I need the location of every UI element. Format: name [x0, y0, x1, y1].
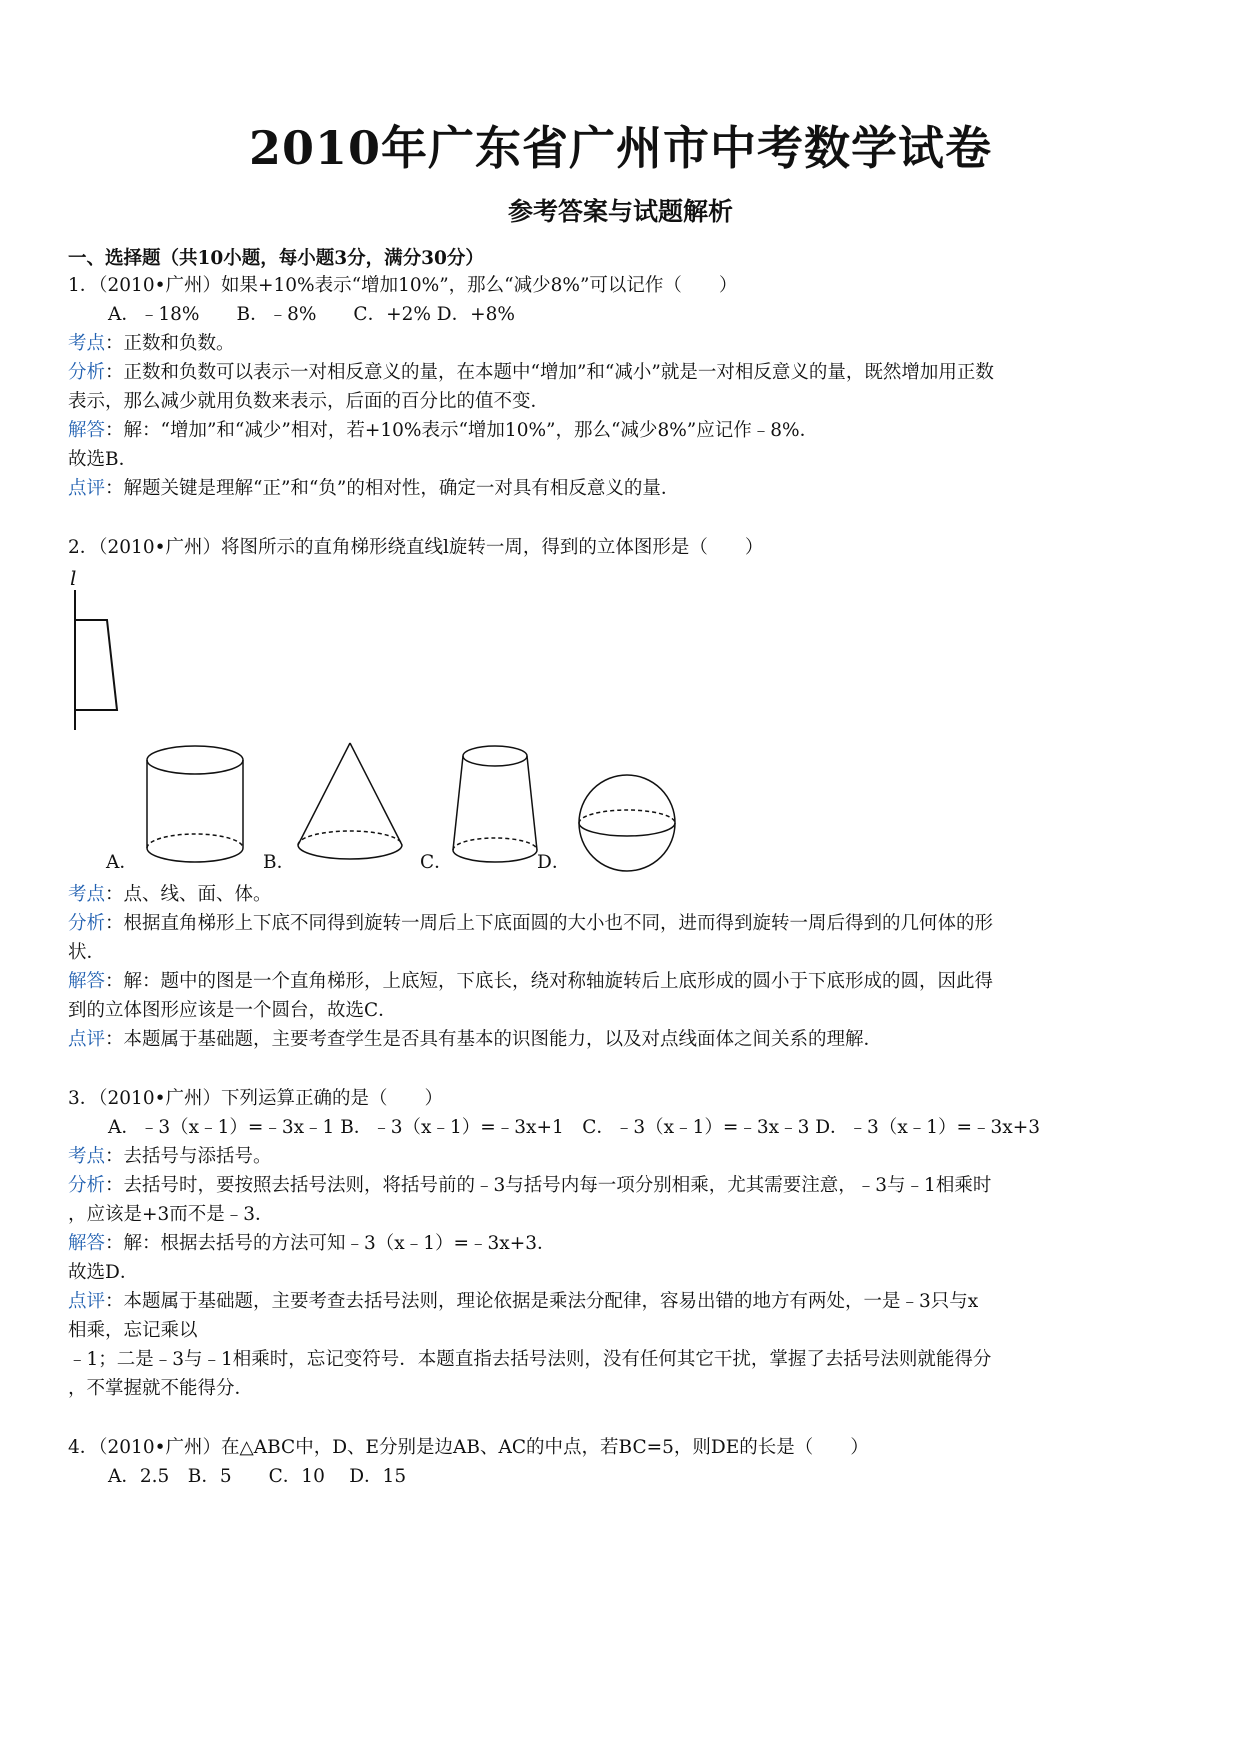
q2-kaodian: 考点：点、线、面、体。 [68, 884, 272, 905]
q2-option-a: A． [106, 852, 138, 873]
q1-kaodian: 考点：正数和负数。 [68, 333, 235, 354]
cylinder-figure [140, 740, 250, 870]
frustum-figure [445, 738, 545, 873]
q3-dianping-cont-3: ，不掌握就不能得分． [68, 1378, 254, 1399]
q3-stem: 3．（2010•广州）下列运算正确的是（ ） [68, 1088, 444, 1109]
q1-answer: 故选B． [68, 449, 138, 470]
q2-option-b: B． [263, 852, 296, 873]
dianping-tag: 点评 [68, 1291, 106, 1312]
cone-figure [290, 735, 410, 870]
q2-stem: 2．（2010•广州）将图所示的直角梯形绕直线l旋转一周，得到的立体图形是（ ） [68, 537, 764, 558]
jieda-tag: 解答 [68, 420, 106, 441]
fenxi-tag: 分析 [68, 913, 106, 934]
q2-jieda-cont: 到的立体图形应该是一个圆台，故选C． [68, 1000, 397, 1021]
q3-fenxi-cont: ，应该是+3而不是﹣3． [68, 1204, 274, 1225]
fenxi-tag: 分析 [68, 362, 106, 383]
page-title: 2010年广东省广州市中考数学试卷 [248, 121, 993, 175]
q3-jieda: 解答：解：根据去括号的方法可知﹣3（x﹣1）=﹣3x+3． [68, 1233, 556, 1254]
sphere-figure [572, 768, 682, 878]
q4-options: A．2.5 B．5 C．10 D．15 [108, 1466, 407, 1487]
q3-dianping: 点评：本题属于基础题，主要考查去括号法则，理论依据是乘法分配律，容易出错的地方有两处，一是﹣3只与x [68, 1291, 979, 1312]
q2-option-d: D． [537, 852, 571, 873]
page-subtitle: 参考答案与试题解析 [507, 197, 733, 226]
axis-label-l: l [70, 566, 77, 590]
jieda-tag: 解答 [68, 971, 106, 992]
q1-jieda: 解答：解：“增加”和“减少”相对，若+10%表示“增加10%”，那么“减少8%”应记作﹣8%． [68, 420, 819, 441]
fenxi-tag: 分析 [68, 1175, 106, 1196]
dianping-tag: 点评 [68, 478, 106, 499]
q2-fenxi-cont: 状． [68, 942, 106, 963]
q3-dianping-cont-2: ﹣1；二是﹣3与﹣1相乘时，忘记变符号．本题直指去括号法则，没有任何其它干扰，掌握了去括号法则就能得分 [68, 1349, 992, 1370]
q1-fenxi-cont: 表示，那么减少就用负数来表示，后面的百分比的值不变． [68, 391, 550, 412]
trapezoid-figure [60, 570, 130, 740]
kaodian-tag: 考点 [68, 884, 106, 905]
q3-answer: 故选D． [68, 1262, 139, 1283]
q2-fenxi: 分析：根据直角梯形上下底不同得到旋转一周后上下底面圆的大小也不同，进而得到旋转一周后得到的几何体的形 [68, 913, 994, 934]
q2-dianping: 点评：本题属于基础题，主要考查学生是否具有基本的识图能力，以及对点线面体之间关系的理解． [68, 1029, 883, 1050]
q2-jieda: 解答：解：题中的图是一个直角梯形，上底短，下底长，绕对称轴旋转后上底形成的圆小于下底形成的圆，因此得 [68, 971, 994, 992]
q1-options: A．﹣18% B．﹣8% C．+2% D．+8% [108, 304, 515, 325]
q1-dianping: 点评：解题关键是理解“正”和“负”的相对性，确定一对具有相反意义的量． [68, 478, 680, 499]
kaodian-tag: 考点 [68, 1146, 106, 1167]
kaodian-tag: 考点 [68, 333, 106, 354]
q3-options: A．﹣3（x﹣1）=﹣3x﹣1 B．﹣3（x﹣1）=﹣3x+1 C．﹣3（x﹣1）=﹣3x﹣3 D．﹣3（x﹣1）=﹣3x+3 [108, 1117, 1041, 1138]
q1-fenxi: 分析：正数和负数可以表示一对相反意义的量，在本题中“增加”和“减小”就是一对相反意义的量，既然增加用正数 [68, 362, 994, 383]
q3-fenxi: 分析：去括号时，要按照去括号法则，将括号前的﹣3与括号内每一项分别相乘，尤其需要注意，﹣3与﹣1相乘时 [68, 1175, 992, 1196]
q2-option-c: C． [420, 852, 453, 873]
jieda-tag: 解答 [68, 1233, 106, 1254]
q4-stem: 4．（2010•广州）在△ABC中，D、E分别是边AB、AC的中点，若BC=5，则DE的长是（ ） [68, 1437, 869, 1458]
section-heading: 一、选择题（共10小题，每小题3分，满分30分） [68, 248, 484, 269]
q3-dianping-cont-1: 相乘，忘记乘以 [68, 1320, 198, 1341]
q1-stem: 1．（2010•广州）如果+10%表示“增加10%”，那么“减少8%”可以记作（ ） [68, 275, 738, 296]
q3-kaodian: 考点：去括号与添括号。 [68, 1146, 272, 1167]
dianping-tag: 点评 [68, 1029, 106, 1050]
